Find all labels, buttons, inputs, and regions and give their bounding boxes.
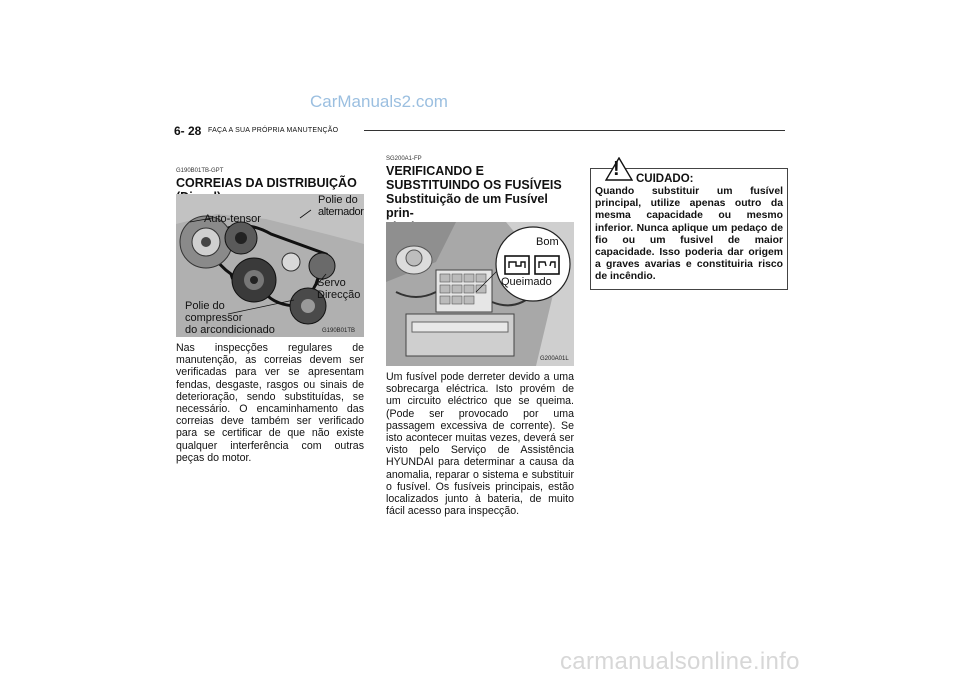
caution-text: Quando substituir um fusível principal, utilize apenas outro da mesma capacidade ou mesmo inferior. Nunca aplique um pedaço de fio ou um fusivel de maior capacidade. Isso poderia dar origem a graves avarias e constituiria risco de incêndio. [595, 186, 783, 283]
section-code: SG200A1-FP [386, 156, 422, 162]
title-line: SUBSTITUINDO OS FUSÍVEIS [386, 178, 562, 192]
watermark-carmanuals2: CarManuals2.com [310, 92, 448, 111]
label-line: do arcondicionado [185, 324, 275, 336]
watermark-carmanualsonline: carmanualsonline.info [560, 648, 800, 675]
label-line: Polie do [318, 194, 358, 206]
label-compressor [185, 300, 275, 336]
label-line: alternador [318, 206, 364, 218]
page-number: 6- 28 [174, 124, 202, 138]
section-code: G190B01TB-GPT [176, 168, 224, 174]
fuse-figure [386, 222, 574, 366]
label-good-fuse: Bom [536, 236, 559, 248]
label-line: Polie do [185, 300, 225, 312]
label-line: Direcção [317, 289, 361, 301]
caution-title: CUIDADO: [636, 173, 694, 185]
title-line: CORREIAS DA DISTRIBUIÇÃO [176, 176, 357, 190]
caution-box [590, 158, 788, 290]
header-rule [364, 130, 785, 131]
section-body: Nas inspecções regulares de manutenção, as correias devem ser verificadas para ver se apresentam fendas, desgaste, rasgos ou sinais de deterioração, sendo substituídas, se necessário. O encaminhamento das correias deve também ser verificado para se certificar de que não existe qualquer interferência com outras peças do motor. [176, 342, 364, 464]
label-line: Servo [317, 277, 346, 289]
title-line: VERIFICANDO E [386, 164, 484, 178]
figure-code: G190B01TB [322, 328, 356, 334]
warning-icon-mark: ! [613, 158, 620, 180]
label-autotensor: Auto-tensor [204, 213, 261, 225]
figure-code: G200A01L [540, 356, 569, 362]
label-alternator [318, 194, 364, 218]
label-line: compressor [185, 312, 243, 324]
title-line: Substituição de um Fusível prin- [386, 192, 548, 220]
belt-figure [176, 194, 364, 337]
label-servo [317, 277, 360, 301]
section-body: Um fusível pode derreter devido a uma sobrecarga eléctrica. Isto provém de um circuito eléctrico que se queima. (Pode ser provocado por uma passagem excessiva de corrente). Se isto acontecer muitas vezes, deverá ser visto pelo Serviço de Assistência HYUNDAI para determinar a causa da anomalia, reparar o sistema e substituir o fusível. Os fusíveis principais, estão localizados junto à bateria, de muito fácil acesso para inspecção. [386, 371, 574, 518]
section-name: FAÇA A SUA PRÓPRIA MANUTENÇÃO [208, 127, 339, 134]
label-blown-fuse: Queimado [501, 276, 552, 288]
